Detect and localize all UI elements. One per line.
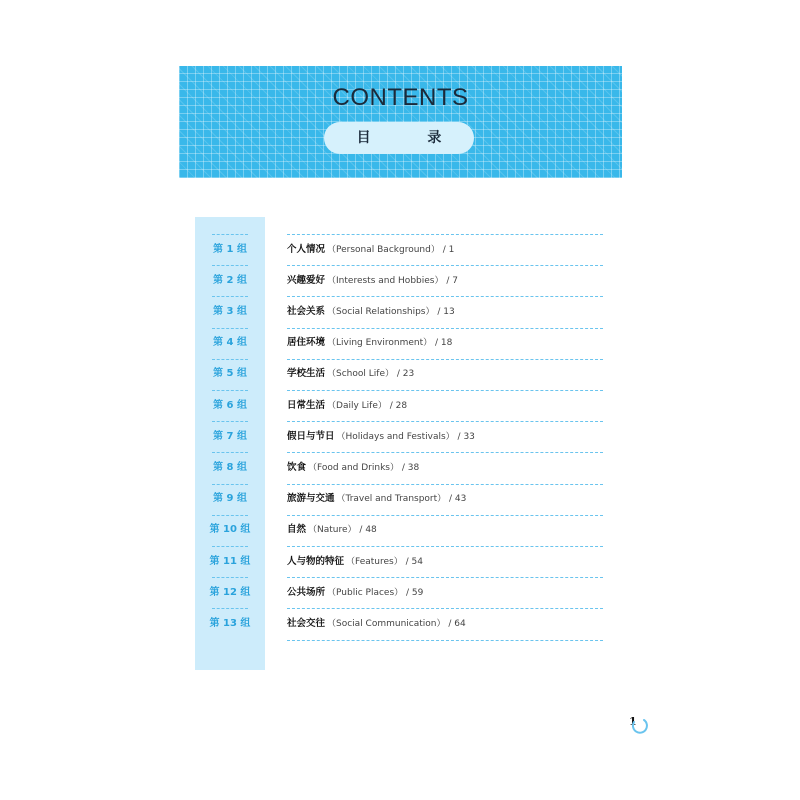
sidebar-divider [212,421,248,422]
toc-entry-page: / 28 [389,400,408,411]
toc-entry[interactable] [287,618,603,630]
contents-title: CONTENTS [332,84,469,111]
toc-entry[interactable] [287,587,603,599]
toc-entry-title-en: （Personal Background） [327,244,440,255]
toc-group-label: 第 7 组 [213,430,247,442]
toc-entry-page: / 59 [406,587,424,598]
toc-entry-page: / 23 [396,369,415,380]
toc-subtitle: 目 录 [324,122,474,154]
toc-divider [287,546,603,547]
toc-entry-title-zh: 兴趣爱好 [287,274,326,286]
sidebar-divider [212,328,248,329]
sidebar-divider [212,359,248,360]
toc-entry-page: / 54 [405,556,423,567]
toc-divider [287,265,603,266]
toc-entry-title-zh: 假日与节日 [287,430,335,442]
header-banner [179,66,622,178]
toc-entry-page: / 7 [446,275,458,286]
toc-divider [287,452,603,453]
sidebar-divider [212,234,248,235]
toc-divider [287,390,603,391]
toc-entry-title-en: （Interests and Hobbies） [327,275,444,286]
toc-entry-title-en: （Public Places） [327,587,404,598]
toc-group-label: 第 11 组 [209,555,251,567]
toc-entry-title-zh: 日常生活 [287,399,326,411]
toc-divider [287,515,603,516]
sidebar-divider [212,515,248,516]
toc-entry-page: / 43 [449,494,467,505]
toc-entry-title-en: （Social Communication） [327,619,446,629]
page-swirl-icon [628,716,650,738]
toc-entry-page: / 64 [448,619,466,629]
page-number: 1 [629,715,637,728]
toc-entry-title-zh: 学校生活 [287,368,326,380]
toc-entry-title-zh: 公共场所 [287,586,326,598]
toc-entry-title-en: （Nature） [308,525,357,536]
toc-entry-page: / 48 [359,525,377,536]
sidebar-divider [212,546,248,547]
toc-entry[interactable] [287,306,603,318]
toc-entry[interactable] [287,431,603,443]
toc-entry-page: / 38 [401,463,420,473]
toc-entry-title-en: （Travel and Transport） [336,494,447,505]
toc-entry-title-zh: 饮食 [287,462,307,473]
toc-entry-title-en: （Social Relationships） [327,307,435,317]
sidebar-divider [212,484,248,485]
toc-entry-title-en: （Daily Life） [327,400,387,411]
toc-entry[interactable] [287,337,603,349]
toc-entry-title-zh: 居住环境 [287,337,326,349]
toc-entry[interactable] [287,368,603,380]
toc-entry-title-en: （Features） [346,556,403,567]
toc-divider [287,484,603,485]
toc-group-label: 第 13 组 [209,618,251,629]
group-sidebar [195,217,265,670]
toc-group-label: 第 6 组 [213,399,247,411]
toc-entry[interactable] [287,524,603,536]
toc-entry-title-zh: 社会交往 [287,618,326,629]
toc-divider [287,640,603,641]
toc-divider [287,296,603,297]
toc-entry-title-en: （School Life） [327,369,394,380]
toc-entry[interactable] [287,556,603,568]
toc-group-label: 第 8 组 [213,462,247,473]
sidebar-divider [212,608,248,609]
toc-entry-page: / 1 [442,244,455,255]
toc-entry-title-en: （Holidays and Festivals） [336,431,455,442]
sidebar-divider [212,265,248,266]
toc-entry[interactable] [287,400,603,412]
toc-entry-page: / 18 [434,338,453,349]
toc-entry-title-zh: 社会关系 [287,306,326,317]
toc-divider [287,608,603,609]
toc-divider [287,234,603,235]
toc-group-label: 第 5 组 [213,368,247,380]
toc-entry[interactable] [287,275,603,287]
toc-entry-title-zh: 人与物的特征 [287,555,345,567]
toc-entry-title-en: （Food and Drinks） [308,463,399,473]
toc-entry[interactable] [287,493,603,505]
toc-divider [287,421,603,422]
toc-group-label: 第 10 组 [209,524,251,536]
sidebar-divider [212,296,248,297]
toc-group-label: 第 1 组 [213,243,247,255]
toc-group-label: 第 3 组 [213,306,247,317]
toc-entry-title-en: （Living Environment） [327,338,433,349]
toc-entry[interactable] [287,244,603,256]
toc-divider [287,328,603,329]
toc-divider [287,359,603,360]
toc-divider [287,577,603,578]
toc-entry[interactable] [287,462,603,474]
sidebar-divider [212,452,248,453]
toc-entry-title-zh: 自然 [287,524,307,536]
toc-group-label: 第 9 组 [213,493,247,505]
toc-entry-page: / 13 [437,307,455,317]
toc-group-label: 第 2 组 [213,274,247,286]
sidebar-divider [212,577,248,578]
toc-entry-page: / 33 [457,431,475,442]
toc-entry-title-zh: 旅游与交通 [287,493,335,505]
toc-group-label: 第 12 组 [209,586,251,598]
sidebar-divider [212,390,248,391]
toc-entry-title-zh: 个人情况 [287,243,326,255]
toc-group-label: 第 4 组 [213,337,247,349]
